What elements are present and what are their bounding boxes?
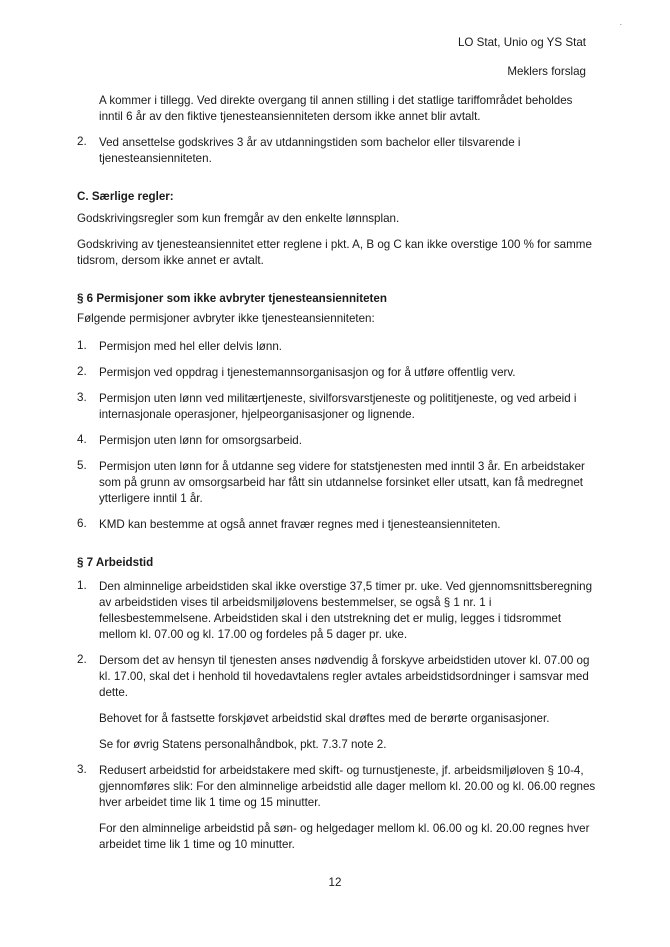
section-heading-c: C. Særlige regler:	[77, 190, 174, 203]
list-number: 2.	[77, 653, 87, 666]
list-text: Ved ansettelse godskrives 3 år av utdanningstiden som bachelor eller tilsvarende i tjenesteansienniteten.	[99, 136, 521, 165]
list-text: Permisjon med hel eller delvis lønn.	[99, 340, 282, 353]
list-item	[77, 433, 597, 449]
paragraph: Godskriving av tjenesteansiennitet etter reglene i pkt. A, B og C kan ikke overstige 100 % for samme tidsrom, dersom ikke annet er avtalt.	[77, 238, 592, 267]
list-number: 6.	[77, 517, 87, 530]
list-body	[99, 763, 597, 853]
list-text: Permisjon ved oppdrag i tjenestemannsorganisasjon og for å utføre offentlig verv.	[99, 366, 516, 379]
list-body	[99, 653, 597, 753]
paragraph: Følgende permisjoner avbryter ikke tjenesteansienniteten:	[77, 312, 375, 325]
list-number: 1.	[77, 339, 87, 352]
document-body	[77, 93, 597, 853]
corner-mark: .	[619, 18, 622, 27]
list-item	[77, 391, 597, 423]
list-subparagraph: Se for øvrig Statens personalhåndbok, pkt. 7.3.7 note 2.	[99, 738, 387, 751]
list-text: Permisjon uten lønn ved militærtjeneste, sivilforsvarstjeneste og polititjeneste, og ved arbeid i internasjonale operasjoner, hjelpeorganisasjoner og lignende.	[99, 392, 577, 421]
paragraph: Godskrivingsregler som kun fremgår av den enkelte lønnsplan.	[77, 212, 400, 225]
list-item	[77, 579, 597, 643]
list-number: 5.	[77, 459, 87, 472]
list-subparagraph: For den alminnelige arbeidstid på søn- og helgedager mellom kl. 06.00 og kl. 20.00 regnes hver arbeidet time lik 1 time og 10 minutter.	[99, 822, 590, 851]
list-text: Den alminnelige arbeidstiden skal ikke overstige 37,5 timer pr. uke. Ved gjennomsnittsberegning av arbeidstiden vises til arbeidsmiljølovens bestemmelser, se også § 1 nr. 1 i fellesbestemmelsene. Arbeidstiden skal i den utstrekning det er mulig, legges i tidsrommet mellom kl. 07.00 og kl. 17.00 og fordeles på 5 dager pr. uke.	[99, 580, 593, 641]
list-subparagraph: Behovet for å fastsette forskjøvet arbeidstid skal drøftes med de berørte organisasjoner.	[99, 712, 550, 725]
list-item	[77, 339, 597, 355]
page-number: 12	[328, 876, 342, 889]
list-item	[77, 365, 597, 381]
list-text: Permisjon uten lønn for å utdanne seg videre for statstjenesten med inntil 3 år. En arbeidstaker som på grunn av omsorgsarbeid har fått sin utdannelse forsinket eller utsatt, kan få medregnet ytterligere inntil 1 år.	[99, 460, 585, 505]
list-text: Redusert arbeidstid for arbeidstakere med skift- og turnustjeneste, jf. arbeidsmiljøloven § 10-4, gjennomføres slik: For den alminnelige arbeidstid alle dager mellom kl. 20.00 og kl. 06.00 regnes hver arbeidet time lik 1 time og 15 minutter.	[99, 764, 596, 809]
list-item	[77, 653, 597, 753]
list-number: 3.	[77, 763, 87, 776]
header-proposal: Meklers forslag	[507, 65, 586, 78]
list-text: KMD kan bestemme at også annet fravær regnes med i tjenesteansienniteten.	[99, 518, 501, 531]
section-heading-6: § 6 Permisjoner som ikke avbryter tjenesteansienniteten	[77, 292, 387, 305]
list-number: 2.	[77, 365, 87, 378]
list-text: Dersom det av hensyn til tjenesten anses nødvendig å forskyve arbeidstiden utover kl. 07.00 og kl. 17.00, skal det i henhold til hovedavtalens regler avtales arbeidstidsordninger i samsvar med dette.	[99, 654, 590, 699]
list-item	[77, 763, 597, 853]
list-number: 3.	[77, 391, 87, 404]
section-heading-7: § 7 Arbeidstid	[77, 556, 154, 569]
list-number: 2.	[77, 135, 87, 148]
list-number: 4.	[77, 433, 87, 446]
list-item	[77, 459, 597, 507]
list-item	[77, 135, 597, 167]
header-parties: LO Stat, Unio og YS Stat	[457, 36, 586, 49]
continued-paragraph: A kommer i tillegg. Ved direkte overgang til annen stilling i det statlige tariffområdet beholdes inntil 6 år av den fiktive tjenesteansienniteten dersom ikke annet blir avtalt.	[99, 94, 573, 123]
list-item	[77, 517, 597, 533]
list-text: Permisjon uten lønn for omsorgsarbeid.	[99, 434, 302, 447]
list-number: 1.	[77, 579, 87, 592]
